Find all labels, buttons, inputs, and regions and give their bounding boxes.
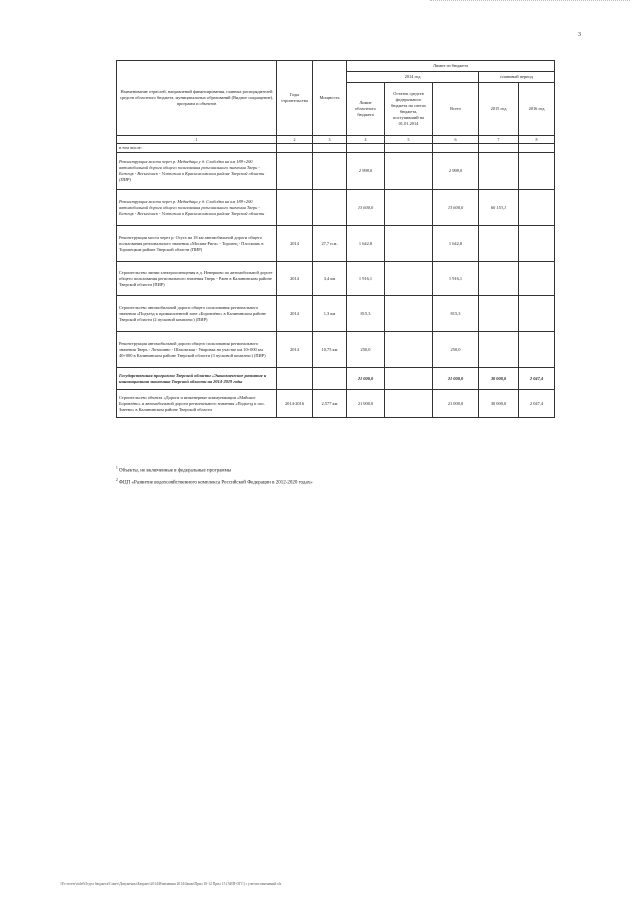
row-2016 (519, 296, 555, 332)
header-row-1 (117, 61, 555, 72)
table-row (117, 190, 555, 226)
row-2016: 2 047,4 (519, 390, 555, 418)
row-capacity: 2,577 км (313, 390, 347, 418)
row-total: 815,3 (433, 296, 479, 332)
row-total: 21 000,0 (433, 368, 479, 390)
footnote-mark: 2 (116, 478, 118, 483)
table-row (117, 226, 555, 262)
column-number: 2 (277, 136, 313, 144)
row-2016 (519, 332, 555, 368)
row-years (277, 368, 313, 390)
row-2015: 30 000,0 (479, 368, 519, 390)
header-years: Годы строительства (277, 61, 313, 136)
row-years: 2014 (277, 296, 313, 332)
row-total: 13 600,0 (433, 190, 479, 226)
row-name: Строительство автомобильной дороги общего пользования регионального значения «Подъезд к промышленной зоне «Боровлёво» в Калининском районе Тверской области (2 пусковой комплекс) (ПИР) (117, 296, 277, 332)
footnote-mark: 1 (116, 466, 118, 470)
header-planning-period: плановый период (479, 72, 555, 83)
header-total: Всего (433, 83, 479, 136)
header-federal-remainder: Остаток средств федерального бюджета на счетах бюджета, поступивший на 01.01.2014 (385, 83, 433, 136)
row-years: 2014 (277, 262, 313, 296)
table-row (117, 153, 555, 190)
row-capacity (313, 190, 347, 226)
header-year-2014: 2014 год (347, 72, 479, 83)
page-number: 3 (578, 32, 581, 38)
row-capacity: 3,4 км (313, 262, 347, 296)
row-regional: 815,3 (347, 296, 385, 332)
row-federal (385, 368, 433, 390)
row-regional: 13 600,0 (347, 190, 385, 226)
column-number: 4 (347, 136, 385, 144)
row-2016 (519, 190, 555, 226)
row-capacity: 27,7 п.м. (313, 226, 347, 262)
table-row (117, 296, 555, 332)
row-years (277, 153, 313, 190)
row-capacity (313, 153, 347, 190)
row-total: 2 998,0 (433, 153, 479, 190)
row-name: Строительство объекта «Дороги и инженерные коммуникации «Майское Боровлёво» и автомобильной дороги регионального значения «Подъезд к пос. Змеево» в Калининском районе Тверской области (117, 390, 277, 418)
capital-investment-table (116, 60, 555, 418)
header-capacity: Мощность (313, 61, 347, 136)
column-number: 6 (433, 136, 479, 144)
row-name: Реконструкция моста через р. Медведица у д. Слободка на км 189+200 автомобильной дороги общего пользования регионального значения Тверь - Бежецк - Весьегонск - Устюжна в Краснохолмском районе Тверской области (117, 190, 277, 226)
row-2015 (479, 153, 519, 190)
row-federal (385, 226, 433, 262)
row-2015 (479, 296, 519, 332)
footnote-text: Объекты, не включенные в федеральные программы (119, 468, 232, 474)
column-number: 1 (117, 136, 277, 144)
row-capacity: 10,75 км (313, 332, 347, 368)
row-name: Реконструкция моста через р. Осуга на 18 км автомобильной дороги общего пользования регионального значения «Москва-Рига» - Торопец - Плоскошь в Торопецком районе Тверской области (ПИР) (117, 226, 277, 262)
column-number: 8 (519, 136, 555, 144)
column-number: 7 (479, 136, 519, 144)
table-row (117, 332, 555, 368)
row-name: Реконструкция автомобильной дороги общего пользования регионального значения Тверь - Лотошино - Шаховская - Уваровка на участке км 10+000 км 40+000 в Калининском районе Тверской области (3 пусковой комплекс) (ПИР) (117, 332, 277, 368)
scan-top-mark (430, 0, 630, 5)
row-2016 (519, 226, 555, 262)
footnote (116, 466, 556, 475)
table-row (117, 390, 555, 418)
row-name: Государственная программа Тверской области «Экономическое развитие и инновационная экономика Тверской области на 2014-2019 годы (117, 368, 277, 390)
row-2015 (479, 332, 519, 368)
row-2015 (479, 262, 519, 296)
header-regional-limit: Лимит областного бюджета (347, 83, 385, 136)
column-number: 3 (313, 136, 347, 144)
row-federal (385, 332, 433, 368)
row-2015: 30 000,0 (479, 390, 519, 418)
row-years (277, 190, 313, 226)
row-total: 1 916,1 (433, 262, 479, 296)
table-row (117, 368, 555, 390)
row-name: Строительство линии электроосвещения в д. Неверково по автомобильной дороге общего пользования регионального значения Тверь - Ржев в Калининском районе Тверской области (ПИР) (117, 262, 277, 296)
row-2016: 2 047,4 (519, 368, 555, 390)
footnote (116, 478, 556, 487)
row-years: 2014 (277, 332, 313, 368)
row-2016 (519, 153, 555, 190)
row-2015: 60 153,1 (479, 190, 519, 226)
row-years: 2014-2016 (277, 390, 313, 418)
row-years: 2014 (277, 226, 313, 262)
row-total: 1 642,8 (433, 226, 479, 262)
row-capacity (313, 368, 347, 390)
row-federal (385, 296, 433, 332)
row-federal (385, 190, 433, 226)
column-numbers-row (117, 136, 555, 144)
row-regional: 2 998,0 (347, 153, 385, 190)
row-federal (385, 262, 433, 296)
row-2016 (519, 262, 555, 296)
footnote-text: ФЦП «Развитие водохозяйственного комплекса Российской Федерации в 2012-2020 годах» (119, 480, 313, 486)
row-regional: 250,0 (347, 332, 385, 368)
subheading-row (117, 144, 555, 153)
row-capacity: 1,3 км (313, 296, 347, 332)
row-federal (385, 390, 433, 418)
row-regional: 21 000,0 (347, 368, 385, 390)
column-number: 5 (385, 136, 433, 144)
row-regional: 1 642,8 (347, 226, 385, 262)
header-name: Наименование отраслей, направлений финансирования, главных распорядителей средств областного бюджета, муниципальных образований (Видное сокращение), программ и объектов (117, 61, 277, 136)
row-total: 21 000,0 (433, 390, 479, 418)
row-name: Реконструкция моста через р. Медведица у д. Слободка на км 189+200 автомобильной дороги общего пользования регионального значения Тверь - Бежецк - Весьегонск - Устюжна в Краснохолмском районе Тверской области (ПИР) (117, 153, 277, 190)
table-row (117, 262, 555, 296)
header-2016: 2016 год (519, 83, 555, 136)
row-regional: 1 916,1 (347, 262, 385, 296)
file-path-footer: \\Fs-server\otdel\Отдел бюджета\Совет\Документы\Бюджет\2014\Изменения 2014\Закон\Прил 10-12 Прил 15 (АИП-ОГС) с учетом изменений.xls (60, 882, 282, 886)
row-regional: 21 000,0 (347, 390, 385, 418)
subheading: в том числе: (117, 144, 277, 153)
row-federal (385, 153, 433, 190)
footnotes (116, 466, 556, 490)
row-2015 (479, 226, 519, 262)
row-total: 250,0 (433, 332, 479, 368)
header-2015: 2015 год (479, 83, 519, 136)
header-budget-group: Лимит из бюджета (347, 61, 555, 72)
